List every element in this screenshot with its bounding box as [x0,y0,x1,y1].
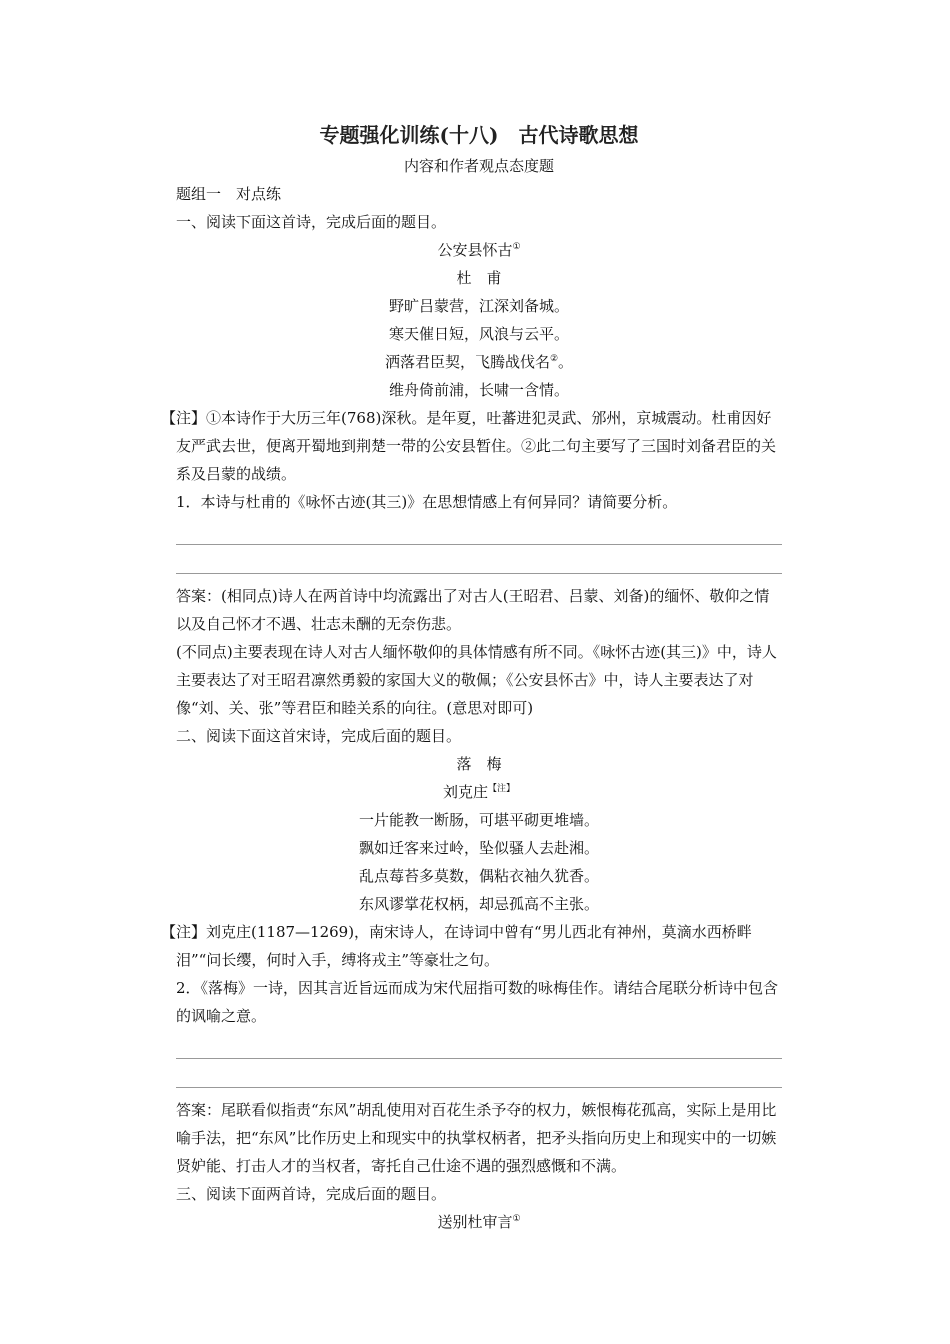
group-text: 题组一 对点练 [176,185,282,203]
answer-2: 答案：尾联看似指责“东风”胡乱使用对百花生杀予夺的权力，嫉恨梅花孤高，实际上是用比喻手法，把“东风”比作历史上和现实中的执掌权柄者，把矛头指向历史上和现实中的一切嫉贤妒能、打击人才的当权者，寄托自己仕途不遇的强烈感慨和不满。 [176,1101,777,1175]
poem1-title [176,236,782,264]
poem1-line: 野旷吕蒙营，江深刘备城。 [388,297,569,315]
poem1-note [161,404,782,488]
poem3-title-text: 送别杜审言 [437,1213,513,1231]
poem2-author [176,778,782,806]
poem2-title: 落 梅 [456,755,502,773]
poem3-title [176,1208,782,1236]
group-label [176,180,782,208]
poem2-author-sup: 【注】 [488,784,516,794]
section1-heading: 一、阅读下面这首诗，完成后面的题目。 [176,213,447,231]
page-subtitle: 内容和作者观点态度题 [403,157,554,175]
answer-blank-line[interactable] [176,1059,782,1088]
poem1-line: 寒天催日短，风浪与云平。 [388,325,569,343]
answer-blank-line[interactable] [176,516,782,545]
poem3-title-sup: ① [512,1214,521,1224]
answer-1b: (不同点)主要表现在诗人对古人缅怀敬仰的具体情感有所不同。《咏怀古迹(其三)》中，诗人主要表达了对王昭君凛然勇毅的家国大义的敬佩；《公安县怀古》中，诗人主要表达了对像“刘、关、张”等君臣和睦关系的向往。(意思对即可) [176,643,777,717]
question-2: 2．《落梅》一诗，因其言近旨远而成为宋代屈指可数的咏梅佳作。请结合尾联分析诗中包含的讽喻之意。 [176,979,779,1025]
answer-1a: 答案：(相同点)诗人在两首诗中均流露出了对古人(王昭君、吕蒙、刘备)的缅怀、敬仰之情以及自己怀才不遇、壮志未酬的无奈伤悲。 [176,587,770,633]
poem1-title-sup: ① [512,242,521,252]
poem1-line [176,348,782,376]
section3-heading: 三、阅读下面两首诗，完成后面的题目。 [176,1185,447,1203]
poem2-note: 【注】刘克庄(1187—1269)，南宋诗人，在诗词中曾有“男儿西北有神州，莫滴水西桥畔泪”“问长缨，何时入手，缚将戎主”等豪壮之句。 [161,923,752,969]
poem1-author: 杜 甫 [456,269,502,287]
poem1-line3-text: 洒落君臣契，飞腾战伐名 [384,353,550,371]
poem2-author-text: 刘克庄 [442,783,488,801]
poem1-line3-sup: ② [549,354,559,364]
poem1-note-text: 【注】①本诗作于大历三年(768)深秋。是年夏，吐蕃进犯灵武、邠州，京城震动。杜甫因好友严武去世，便离开蜀地到荆楚一带的公安县暂住。②此二句主要写了三国时刘备君臣的关系及吕蒙的战绩。 [161,409,777,483]
page-title: 专题强化训练(十八) 古代诗歌思想 [319,123,639,147]
question-1: 1．本诗与杜甫的《咏怀古迹(其三)》在思想情感上有何异同？请简要分析。 [176,493,678,511]
poem2-line: 飘如迁客来过岭，坠似骚人去赴湘。 [358,839,599,857]
poem1-line3-end: 。 [558,353,574,371]
poem2-line: 乱点莓苔多莫数，偶粘衣袖久犹香。 [358,867,599,885]
answer-blank-line[interactable] [176,545,782,574]
answer-blank-line[interactable] [176,1030,782,1059]
poem2-line: 东风谬掌花权柄，却忌孤高不主张。 [358,895,599,913]
document-page [161,118,782,1236]
section2-heading: 二、阅读下面这首宋诗，完成后面的题目。 [176,727,462,745]
poem1-line: 维舟倚前浦，长啸一含情。 [388,381,569,399]
poem1-title-text: 公安县怀古 [437,241,513,259]
poem2-line: 一片能教一断肠，可堪平砌更堆墙。 [358,811,599,829]
